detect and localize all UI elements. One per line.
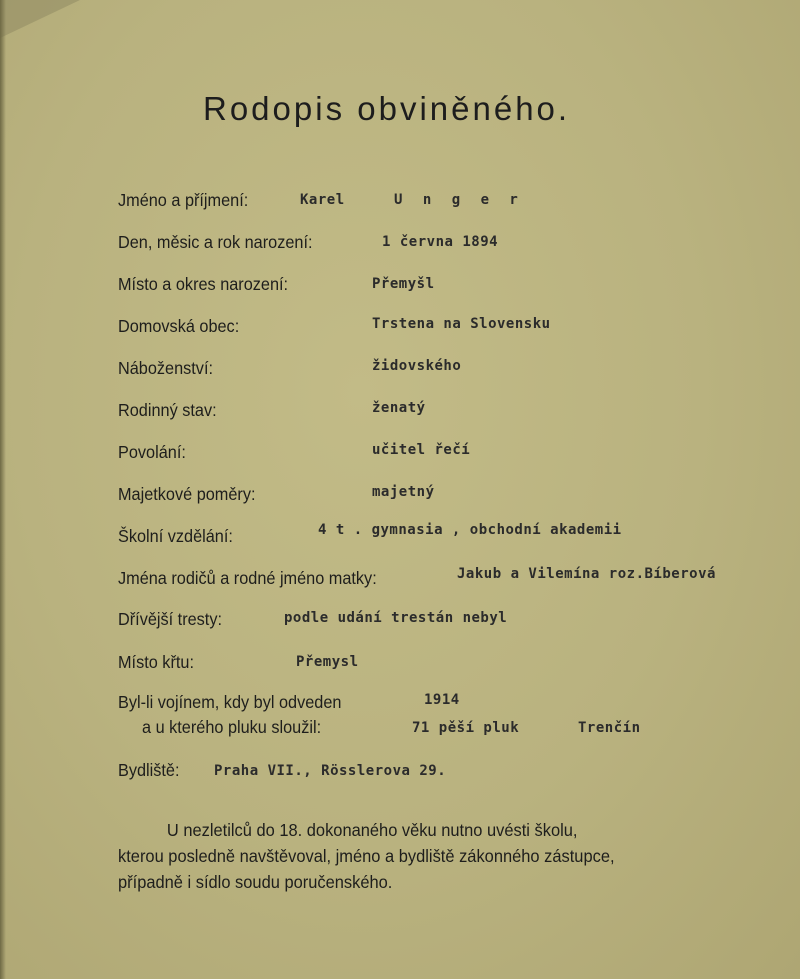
name-label: Jméno a příjmení:	[118, 190, 249, 210]
minors-note-line-2: kterou posledně navštěvoval, jméno a bydliště zákonného zástupce,	[118, 846, 615, 866]
folded-corner	[0, 0, 80, 38]
property-label: Majetkové poměry:	[118, 484, 256, 504]
education-label: Školní vzdělání:	[118, 526, 233, 546]
military-regiment-place: Trenčín	[578, 720, 641, 736]
birthplace-label: Místo a okres narození:	[118, 274, 289, 294]
last-name-value: U n g e r	[394, 192, 524, 208]
minors-note-line-3: případně i sídlo soudu poručenského.	[118, 872, 393, 892]
parents-label: Jména rodičů a rodné jméno matky:	[118, 568, 377, 588]
minors-note-line-1: U nezletilců do 18. dokonaného věku nutno uvésti školu,	[166, 820, 578, 840]
marital-status-value: ženatý	[372, 400, 426, 416]
occupation-value: učitel řečí	[372, 442, 471, 458]
residence-value: Praha VII., Rösslerova 29.	[214, 763, 447, 779]
military-regiment-value: 71 pěší pluk	[412, 720, 520, 736]
paper-edge	[0, 0, 6, 979]
religion-label: Náboženství:	[118, 358, 213, 378]
birthdate-label: Den, měsic a rok narození:	[118, 232, 313, 252]
home-municipality-value: Trstena na Slovensku	[372, 316, 551, 332]
education-value: 4 t . gymnasia , obchodní akademii	[318, 522, 622, 538]
military-drafted-label: Byl-li vojínem, kdy byl odveden	[118, 692, 342, 712]
residence-label: Bydliště:	[118, 760, 180, 780]
convictions-label: Dřívější tresty:	[118, 609, 223, 629]
marital-status-label: Rodinný stav:	[118, 400, 217, 420]
first-name-value: Karel	[300, 192, 345, 208]
minors-note	[118, 817, 682, 895]
home-municipality-label: Domovská obec:	[118, 316, 240, 336]
birthplace-value: Přemyšl	[372, 276, 435, 292]
occupation-label: Povolání:	[118, 442, 186, 462]
property-value: majetný	[372, 484, 435, 500]
birthdate-value: 1 června 1894	[382, 234, 499, 250]
baptism-place-value: Přemysl	[296, 654, 359, 670]
parents-value: Jakub a Vilemína roz.Bíberová	[457, 566, 716, 582]
military-drafted-value: 1914	[424, 692, 460, 708]
baptism-place-label: Místo křtu:	[118, 652, 194, 672]
document-title: Rodopis obviněného.	[203, 90, 571, 127]
religion-value: židovského	[372, 358, 462, 374]
convictions-value: podle udání trestán nebyl	[284, 610, 508, 626]
military-regiment-label: a u kterého pluku sloužil:	[142, 717, 322, 737]
